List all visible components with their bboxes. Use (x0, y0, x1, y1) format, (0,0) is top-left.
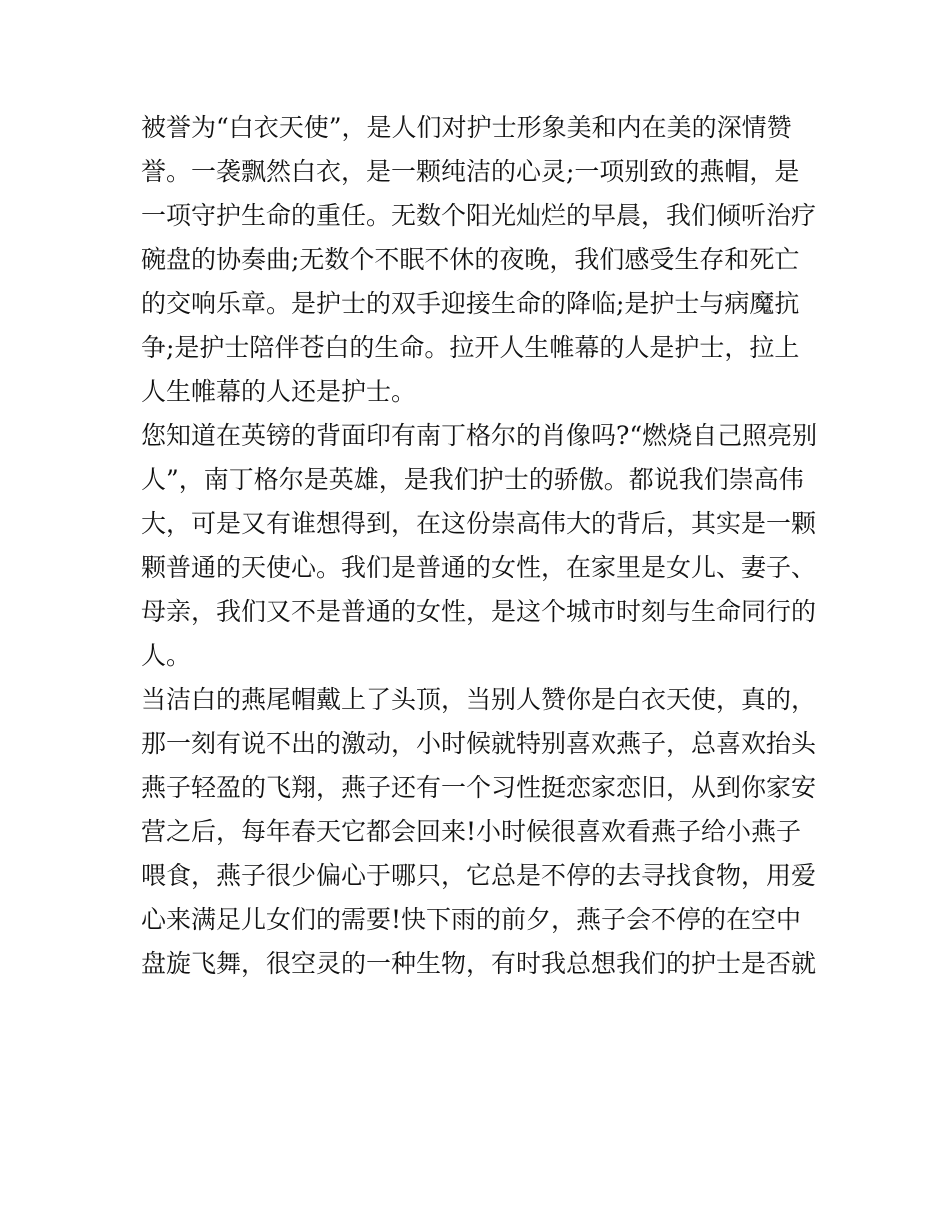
text-line: 人”，南丁格尔是英雄，是我们护士的骄傲。都说我们崇高伟 (141, 465, 804, 494)
text-line: 那一刻有说不出的激动，小时候就特别喜欢燕子，总喜欢抬头 (141, 729, 817, 758)
text-line: 人。 (141, 641, 192, 670)
text-line: 大，可是又有谁想得到，在这份崇高伟大的背后，其实是一颗 (141, 509, 817, 538)
text-line: 燕子轻盈的飞翔，燕子还有一个习性挺恋家恋旧，从到你家安 (141, 773, 817, 802)
text-line: 盘旋飞舞，很空灵的一种生物，有时我总想我们的护士是否就 (141, 949, 817, 978)
text-line: 一项守护生命的重任。无数个阳光灿烂的早晨，我们倾听治疗 (141, 201, 817, 230)
text-line: 碗盘的协奏曲;无数个不眠不休的夜晚，我们感受生存和死亡 (141, 245, 800, 274)
text-line: 颗普通的天使心。我们是普通的女性，在家里是女儿、妻子、 (141, 553, 817, 582)
text-line: 营之后，每年春天它都会回来!小时候很喜欢看燕子给小燕子 (141, 817, 802, 846)
text-line: 争;是护士陪伴苍白的生命。拉开人生帷幕的人是护士，拉上 (141, 333, 800, 362)
text-line: 心来满足儿女们的需要!快下雨的前夕，燕子会不停的在空中 (141, 905, 802, 934)
text-line: 当洁白的燕尾帽戴上了头顶，当别人赞你是白衣天使，真的， (141, 685, 817, 714)
text-line: 被誉为“白衣天使”，是人们对护士形象美和内在美的深情赞 (141, 113, 792, 142)
text-line: 您知道在英镑的背面印有南丁格尔的肖像吗?“燃烧自己照亮别 (141, 421, 818, 450)
text-line: 母亲，我们又不是普通的女性，是这个城市时刻与生命同行的 (141, 597, 817, 626)
body-text (141, 106, 821, 986)
text-line: 人生帷幕的人还是护士。 (141, 377, 417, 406)
text-line: 的交响乐章。是护士的双手迎接生命的降临;是护士与病魔抗 (141, 289, 800, 318)
text-line: 喂食，燕子很少偏心于哪只，它总是不停的去寻找食物，用爱 (141, 861, 817, 890)
text-line: 誉。一袭飘然白衣，是一颗纯洁的心灵;一项别致的燕帽，是 (141, 157, 800, 186)
